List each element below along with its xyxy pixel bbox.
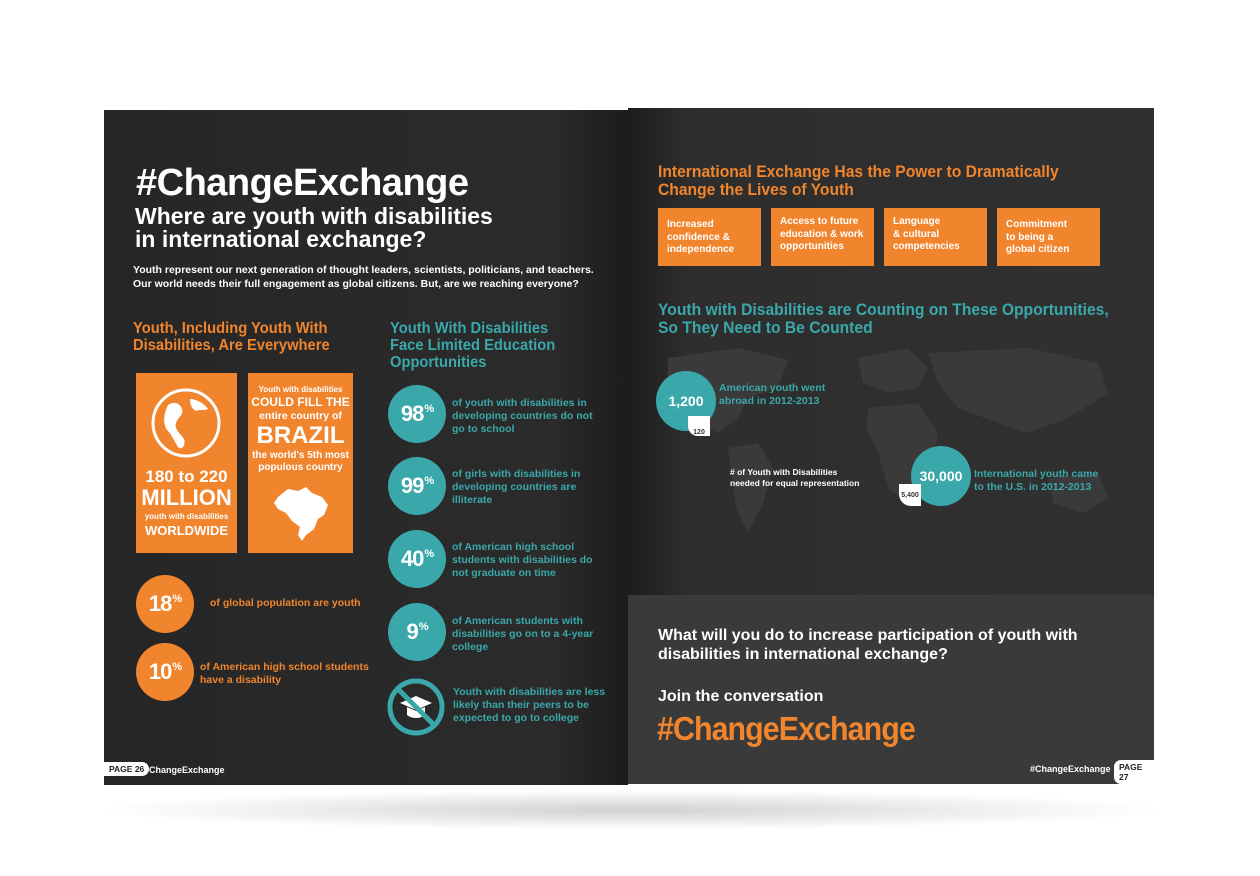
power-box-line: opportunities <box>780 241 844 252</box>
education-heading-line2: Face Limited Education <box>390 337 556 354</box>
stat-number: 40 <box>400 546 424 571</box>
peers-text-line3: expected to go to college <box>453 712 580 724</box>
stat-text-10 <box>200 661 400 687</box>
peers-text-line2: likely than their peers to be <box>453 699 589 711</box>
stat-text-40 <box>452 541 612 580</box>
peers-text-line1: Youth with disabilities are less <box>453 686 606 698</box>
stat-value-99 <box>401 473 433 499</box>
stat-text-line: of girls with disabilities in <box>452 468 581 480</box>
power-box-language <box>884 208 987 266</box>
intro-line1: Youth represent our next generation of thought leaders, scientists, politicians, and teachers. <box>133 264 594 276</box>
stat-text-line: of American students with <box>452 615 583 627</box>
legend-text <box>730 467 880 489</box>
stat-text-line: developing countries are <box>452 481 577 493</box>
intro-line2: Our world needs their full engagement as global citizens. But, are we reaching everyone? <box>133 278 579 290</box>
power-box-commitment <box>997 208 1100 266</box>
power-box-line: & cultural <box>893 228 940 240</box>
right-page <box>628 108 1154 784</box>
international-disability-value: 5,400 <box>901 491 919 499</box>
power-heading-line1: International Exchange Has the Power to Dramatically <box>658 162 1059 181</box>
everywhere-heading-line1: Youth, Including Youth With <box>133 320 328 337</box>
everywhere-heading <box>133 320 354 354</box>
brazil-line3: entire country of <box>259 410 342 422</box>
stat-circle-18 <box>136 575 194 633</box>
power-heading-line2: Change the Lives of Youth <box>658 180 854 199</box>
globe-stat-box <box>136 373 237 553</box>
stat-value-10 <box>149 659 181 685</box>
counted-heading-line1: Youth with Disabilities are Counting on These Opportunities, <box>658 300 1109 319</box>
percent-sign: % <box>424 548 434 560</box>
power-box-line: Increased <box>667 219 714 230</box>
cta-question <box>658 626 1128 664</box>
counted-heading <box>658 301 1109 337</box>
stat-number: 98 <box>400 401 424 426</box>
brazil-line1: Youth with disabilities <box>258 385 343 394</box>
stat-text-line: developing countries do not <box>452 410 593 422</box>
intro-text <box>133 263 603 291</box>
education-heading-line1: Youth With Disabilities <box>390 320 549 337</box>
power-box-line: confidence & <box>667 231 730 243</box>
percent-sign: % <box>172 593 182 605</box>
power-box-line: independence <box>667 244 735 255</box>
legend-line2: needed for equal representation <box>730 478 860 488</box>
abroad-text-line1: American youth went <box>719 382 826 394</box>
legend-line1: # of Youth with Disabilities <box>730 467 838 477</box>
footer-hashtag-left: #ChangeExchange <box>144 765 225 775</box>
abroad-disability-wedge <box>688 416 710 436</box>
left-page <box>104 110 628 785</box>
peers-text <box>453 686 613 725</box>
power-box-line: Commitment <box>1006 219 1068 230</box>
stat-text-line: of American high school <box>452 541 575 553</box>
stat-value-9 <box>406 619 427 645</box>
big-hashtag: #ChangeExchange <box>657 710 915 747</box>
power-box-confidence <box>658 208 761 266</box>
no-graduation-cap-icon <box>386 677 446 737</box>
power-box-line: Access to future <box>780 216 859 227</box>
power-box-line: global citizen <box>1006 244 1070 255</box>
international-text-line2: to the U.S. in 2012-2013 <box>974 481 1092 493</box>
globe-desc: youth with disabilities <box>144 512 229 521</box>
main-question-line2: in international exchange? <box>135 226 427 252</box>
power-box-line: to being a <box>1006 231 1054 243</box>
power-box-line: competencies <box>893 241 960 252</box>
brazil-line2: COULD FILL THE <box>251 395 350 409</box>
globe-scope: WORLDWIDE <box>144 523 229 538</box>
education-heading <box>390 320 592 371</box>
abroad-value: 1,200 <box>668 393 704 409</box>
stat-circle-40 <box>388 530 446 588</box>
power-box-access <box>771 208 874 266</box>
stat-text-10-line1: of American high school students <box>200 661 369 673</box>
international-value: 30,000 <box>919 468 963 484</box>
international-disability-wedge <box>899 484 921 506</box>
brazil-line5: the world's 5th most <box>252 450 349 461</box>
stat-text-99 <box>452 468 612 507</box>
stat-number: 10 <box>148 659 172 684</box>
counted-heading-line2: So They Need to Be Counted <box>658 318 873 337</box>
brazil-map-icon <box>272 483 330 543</box>
cta-question-line2: disabilities in international exchange? <box>658 646 948 663</box>
stat-text-98 <box>452 397 612 436</box>
stat-value-40 <box>401 546 433 572</box>
everywhere-heading-line2: Disabilities, Are Everywhere <box>133 337 330 354</box>
stat-text-line: of youth with disabilities in <box>452 397 587 409</box>
page-number-26: PAGE 26 <box>104 762 149 776</box>
join-conversation: Join the conversation <box>658 688 824 705</box>
international-text <box>974 468 1114 494</box>
stat-text-9 <box>452 615 612 654</box>
stat-circle-9 <box>388 603 446 661</box>
percent-sign: % <box>172 661 182 673</box>
stat-text-line: students with disabilities do <box>452 554 593 566</box>
globe-unit: MILLION <box>141 485 232 510</box>
booklet-shadow <box>90 790 1170 830</box>
percent-sign: % <box>424 403 434 415</box>
hashtag-title: #ChangeExchange <box>136 162 469 204</box>
international-text-line1: International youth came <box>974 468 1099 480</box>
stat-text-line: college <box>452 641 489 653</box>
power-heading <box>658 163 1081 199</box>
main-question <box>135 205 555 251</box>
main-question-line1: Where are youth with disabilities <box>135 203 493 229</box>
brazil-line4: BRAZIL <box>256 422 345 449</box>
abroad-text <box>719 382 849 408</box>
world-map-icon <box>628 338 1154 593</box>
power-box-line: education & work <box>780 228 864 240</box>
abroad-text-line2: abroad in 2012-2013 <box>719 395 820 407</box>
stat-number: 99 <box>400 473 424 498</box>
education-heading-line3: Opportunities <box>390 354 487 371</box>
stat-number: 9 <box>406 619 418 644</box>
percent-sign: % <box>424 475 434 487</box>
stat-value-18 <box>149 591 181 617</box>
brazil-line6: populous country <box>258 462 343 473</box>
stat-number: 18 <box>148 591 172 616</box>
page-number-27: PAGE 27 <box>1114 760 1154 784</box>
globe-range: 180 to 220 <box>145 467 228 486</box>
power-box-line: Language <box>893 216 941 227</box>
brazil-stat-box <box>248 373 353 553</box>
stat-value-98 <box>401 401 433 427</box>
stat-text-18: of global population are youth <box>210 597 361 609</box>
stat-circle-10 <box>136 643 194 701</box>
stat-text-line: not graduate on time <box>452 567 556 579</box>
percent-sign: % <box>418 621 428 633</box>
stat-circle-98 <box>388 385 446 443</box>
abroad-disability-value: 120 <box>693 429 705 436</box>
globe-icon <box>150 387 222 459</box>
stat-circle-99 <box>388 457 446 515</box>
stat-text-line: illiterate <box>452 494 493 506</box>
footer-hashtag-right: #ChangeExchange <box>1030 764 1111 774</box>
stat-text-line: go to school <box>452 423 515 435</box>
stat-text-10-line2: have a disability <box>200 674 282 686</box>
cta-question-line1: What will you do to increase participation of youth with <box>658 627 1078 644</box>
stat-text-line: disabilities go on to a 4-year <box>452 628 594 640</box>
